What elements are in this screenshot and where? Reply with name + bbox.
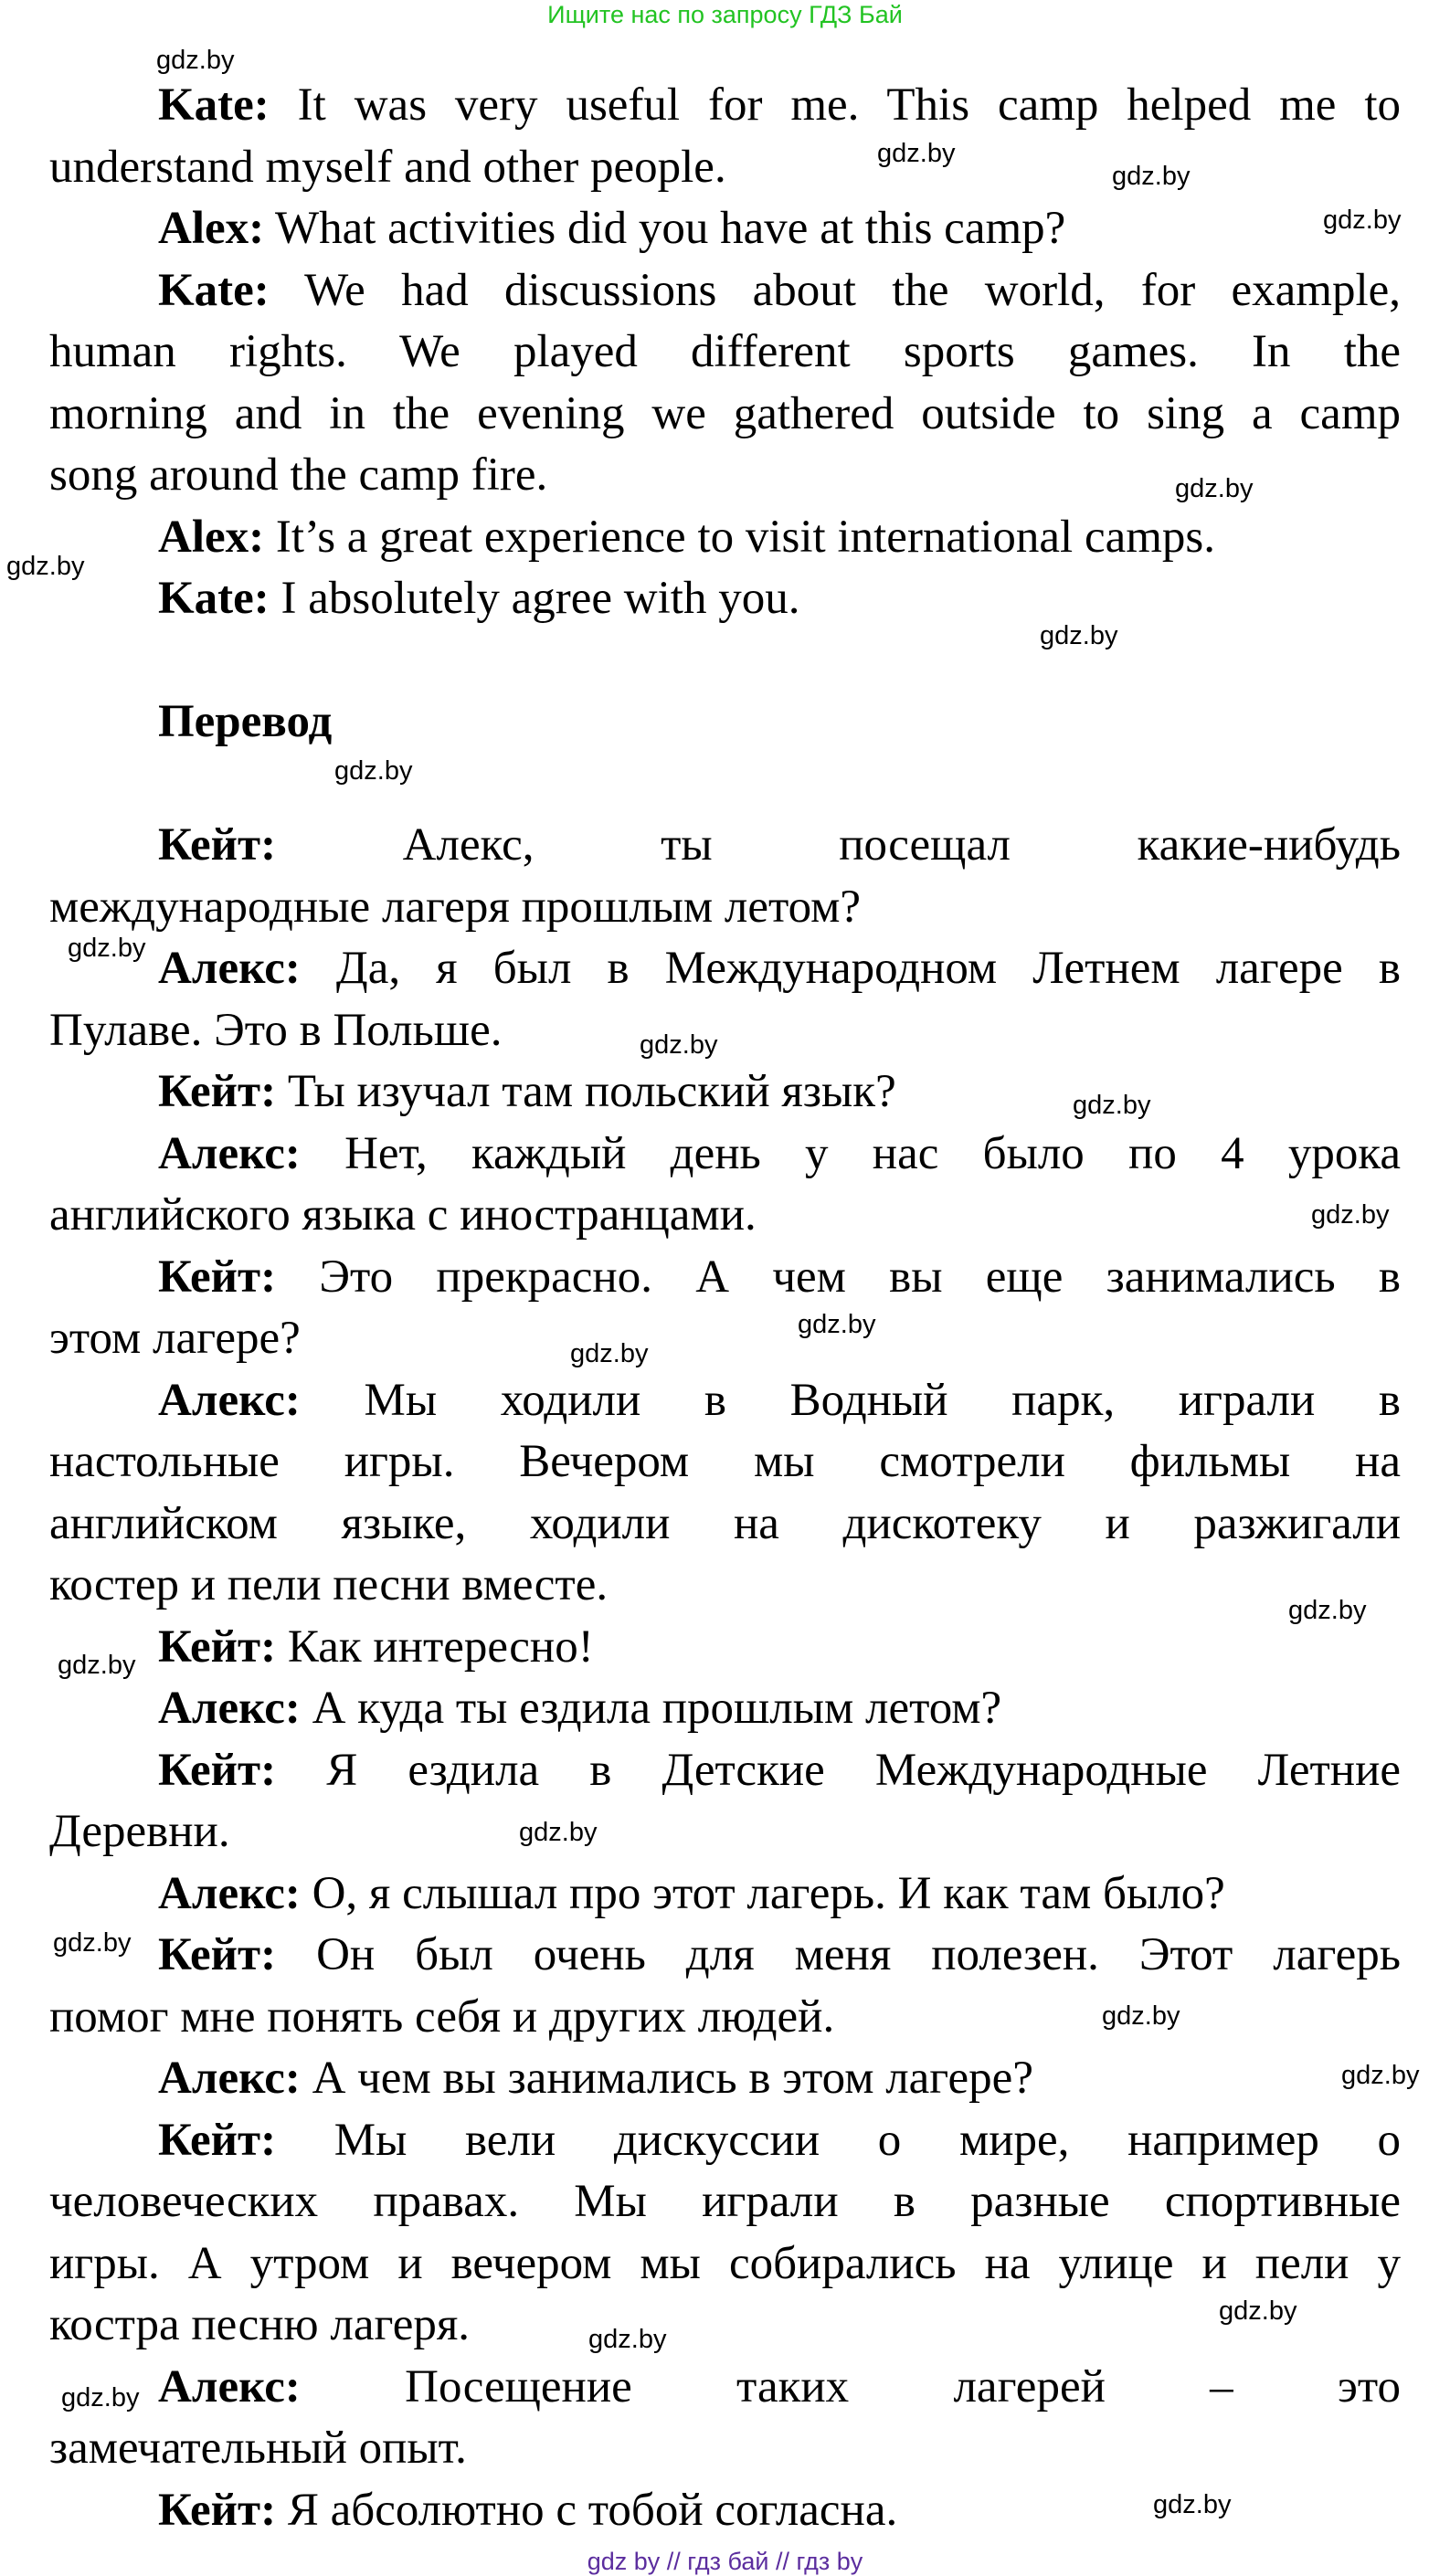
- text-line: [49, 2357, 1401, 2419]
- speaker-label: Kate:: [158, 79, 270, 131]
- watermark: gdz.by: [1311, 1200, 1390, 1230]
- speaker-label: Кейт:: [158, 1929, 277, 1980]
- text-line: [49, 1925, 1401, 1987]
- speaker-label: Кейт:: [158, 1251, 277, 1303]
- speaker-label: Alex:: [158, 203, 265, 254]
- watermark: gdz.by: [1102, 2001, 1180, 2031]
- text-line: [49, 1370, 1401, 1432]
- line-text: Да, я был в Международном Летнем лагере в: [300, 943, 1401, 994]
- text-line: [49, 2233, 1401, 2296]
- text-line: [49, 1000, 1401, 1062]
- line-text: I absolutely agree with you.: [269, 573, 800, 624]
- text-line: [49, 322, 1401, 384]
- speaker-label: Алекс:: [158, 2360, 301, 2412]
- line-text: Деревни.: [49, 1806, 230, 1857]
- text-line: [49, 2171, 1401, 2233]
- line-text: human rights. We played different sports games. In the: [49, 326, 1401, 377]
- speaker-label: Алекс:: [158, 1683, 301, 1734]
- text-line: [49, 2110, 1401, 2172]
- speaker-label: Кейт:: [158, 2114, 277, 2166]
- line-text: этом лагере?: [49, 1313, 301, 1364]
- speaker-label: Кейт:: [158, 1744, 277, 1796]
- watermark: gdz.by: [877, 139, 956, 168]
- watermark: gdz.by: [68, 934, 146, 963]
- text-line: [49, 1801, 1401, 1863]
- line-text: английском языке, ходили на дискотеку и разжигали: [49, 1497, 1401, 1549]
- speaker-label: Алекс:: [158, 1127, 301, 1179]
- text-line: [49, 938, 1401, 1000]
- text-line: [49, 260, 1401, 322]
- line-text: замечательный опыт.: [49, 2423, 467, 2474]
- text-line: [49, 507, 1401, 569]
- speaker-label: Alex:: [158, 511, 265, 563]
- line-text: Как интересно!: [276, 1621, 594, 1673]
- line-text: А куда ты ездила прошлым летом?: [300, 1683, 1002, 1734]
- watermark: gdz.by: [61, 2383, 140, 2412]
- line-text: Мы ходили в Водный парк, играли в: [300, 1374, 1401, 1426]
- line-text: человеческих правах. Мы играли в разные спортивные: [49, 2176, 1401, 2227]
- speaker-label: Перевод: [158, 696, 333, 747]
- text-line: [49, 815, 1401, 877]
- watermark: gdz.by: [1153, 2490, 1232, 2519]
- text-line: [49, 1061, 1401, 1124]
- speaker-label: Алекс:: [158, 943, 301, 994]
- watermark: gdz.by: [1175, 474, 1254, 503]
- line-text: Я ездила в Детские Международные Летние: [276, 1744, 1401, 1796]
- line-text: Нет, каждый день у нас было по 4 урока: [300, 1127, 1401, 1179]
- line-text: Пулаве. Это в Польше.: [49, 1004, 503, 1056]
- line-text: А чем вы занимались в этом лагере?: [300, 2053, 1033, 2104]
- line-text: We had discussions about the world, for example,: [269, 264, 1401, 316]
- watermark: gdz.by: [156, 46, 235, 75]
- watermark: gdz.by: [1323, 206, 1402, 235]
- line-text: костер и пели песни вместе.: [49, 1559, 609, 1610]
- line-text: костра песню лагеря.: [49, 2299, 471, 2350]
- watermark: gdz.by: [1219, 2296, 1297, 2326]
- text-line: [49, 754, 1401, 816]
- text-line: [49, 1555, 1401, 1617]
- line-text: игры. А утром и вечером мы собирались на улице и пели у: [49, 2237, 1401, 2289]
- watermark: gdz.by: [1073, 1091, 1151, 1120]
- text-line: [49, 75, 1401, 137]
- section-heading: [49, 692, 1401, 754]
- text-line: [49, 1494, 1401, 1556]
- watermark: gdz.by: [1040, 621, 1118, 650]
- line-text: Это прекрасно. А чем вы еще занимались в: [276, 1251, 1401, 1303]
- line-text: It’s a great experience to visit international camps.: [264, 511, 1215, 563]
- watermark: gdz.by: [1112, 162, 1191, 191]
- line-text: Мы вели дискуссии о мире, например о: [276, 2114, 1401, 2166]
- line-text: помог мне понять себя и других людей.: [49, 1990, 835, 2043]
- line-text: Ты изучал там польский язык?: [276, 1066, 896, 1117]
- line-text: It was very useful for me. This camp helped me to: [269, 79, 1401, 131]
- watermark: gdz.by: [519, 1818, 598, 1847]
- text-line: [49, 384, 1401, 446]
- text-line: [49, 137, 1401, 199]
- text-line: [49, 568, 1401, 630]
- watermark: gdz.by: [1288, 1596, 1367, 1625]
- text-line: [49, 877, 1401, 939]
- watermark: gdz.by: [798, 1310, 876, 1339]
- search-banner[interactable]: Ищите нас по запросу ГДЗ Бай: [547, 1, 903, 28]
- watermark: gdz.by: [58, 1651, 136, 1680]
- text-line: [49, 1124, 1401, 1186]
- speaker-label: Алекс:: [158, 2053, 301, 2104]
- text-line: [49, 1987, 1401, 2049]
- text-line: [49, 1308, 1401, 1370]
- speaker-label: Kate:: [158, 573, 270, 624]
- speaker-label: Kate:: [158, 264, 270, 316]
- line-text: Посещение таких лагерей – это: [300, 2360, 1401, 2412]
- text-line: [49, 1185, 1401, 1247]
- watermark: gdz.by: [588, 2325, 667, 2354]
- text-line: [49, 630, 1401, 692]
- dialogue-text: [49, 75, 1401, 2541]
- text-line: [49, 1431, 1401, 1494]
- watermark: gdz.by: [570, 1339, 649, 1368]
- speaker-label: Кейт:: [158, 1621, 277, 1673]
- line-text: Алекс, ты посещал какие-нибудь: [276, 819, 1401, 871]
- text-line: [49, 2418, 1401, 2480]
- text-line: [49, 198, 1401, 260]
- line-text: английского языка с иностранцами.: [49, 1189, 757, 1240]
- text-line: [49, 1863, 1401, 1926]
- line-text: О, я слышал про этот лагерь. И как там было?: [300, 1867, 1225, 1919]
- text-line: [49, 2048, 1401, 2110]
- line-text: song around the camp fire.: [49, 449, 548, 501]
- text-line: [49, 1678, 1401, 1740]
- speaker-label: Алекс:: [158, 1867, 301, 1919]
- text-line: [49, 1740, 1401, 1802]
- watermark: gdz.by: [1341, 2061, 1420, 2090]
- line-text: morning and in the evening we gathered outside to sing a camp: [49, 387, 1401, 439]
- speaker-label: Кейт:: [158, 819, 277, 871]
- speaker-label: Кейт:: [158, 2484, 277, 2536]
- line-text: What activities did you have at this camp?: [264, 203, 1066, 254]
- text-line: [49, 1617, 1401, 1679]
- text-line: [49, 1247, 1401, 1309]
- footer-links[interactable]: gdz by // гдз бай // гдз by: [587, 2548, 863, 2575]
- line-text: Я абсолютно с тобой согласна.: [276, 2484, 898, 2536]
- line-text: настольные игры. Вечером мы смотрели фильмы на: [49, 1436, 1401, 1487]
- speaker-label: Кейт:: [158, 1066, 277, 1117]
- watermark: gdz.by: [640, 1030, 718, 1060]
- speaker-label: Алекс:: [158, 1374, 301, 1426]
- line-text: международные лагеря прошлым летом?: [49, 881, 862, 933]
- line-text: understand myself and other people.: [49, 141, 726, 193]
- watermark: gdz.by: [6, 552, 85, 581]
- text-line: [49, 2295, 1401, 2357]
- line-text: Он был очень для меня полезен. Этот лагерь: [276, 1929, 1401, 1980]
- watermark: gdz.by: [334, 756, 413, 786]
- watermark: gdz.by: [53, 1928, 132, 1958]
